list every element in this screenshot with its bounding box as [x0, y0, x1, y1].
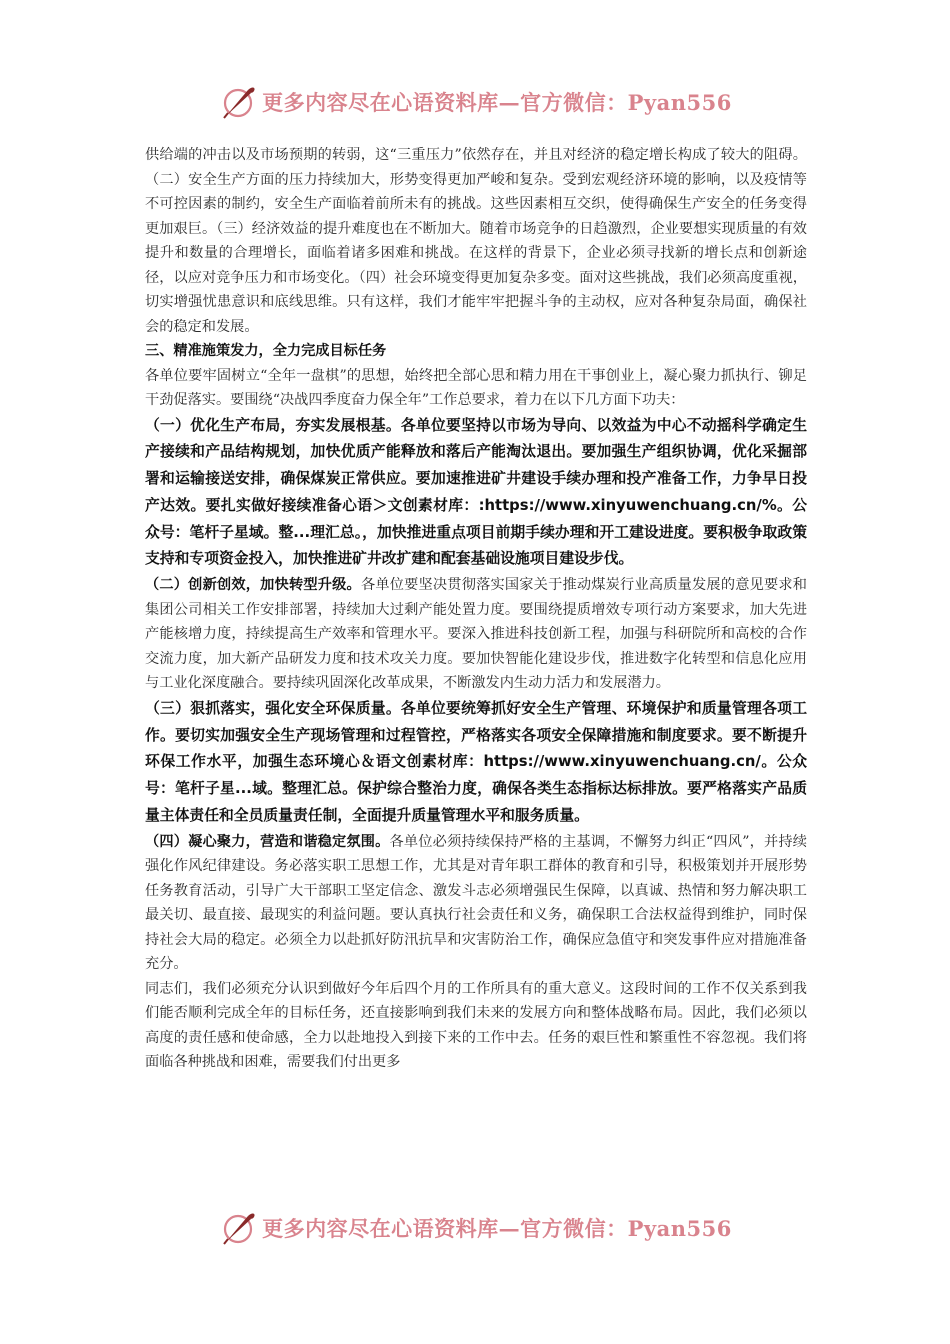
footer-banner: [0, 1208, 950, 1252]
item-3-safety: （三）狠抓落实，强化安全环保质量。各单位要统筹抓好安全生产管理、环境保护和质量管理各项工作。要切实加强安全生产现场管理和过程管控，严格落实各项安全保障措施和制度要求。要不断提升环保工作水平，加强生态环境心＆语文创素材库：https://www.xinyuwenchuang.cn/。公众号：笔杆子星...域。整理汇总。保护综合整治力度，确保各类生态指标达标排放。要严格落实产品质量主体责任和全员质量责任制，全面提升质量管理水平和服务质量。: [145, 699, 807, 824]
item-2-text: 各单位要坚决贯彻落实国家关于推动煤炭行业高质量发展的意见要求和集团公司相关工作安排部署，持续加大过剩产能处置力度。要围绕提质增效专项行动方案要求，加大先进产能核增力度，持续提高生产效率和管理水平。要深入推进科技创新工程，加强与科研院所和高校的合作交流力度，加大新产品研发力度和技术攻关力度。要加快智能化建设步伐，推进数字化转型和信息化应用与工业化深度融合。要持续巩固深化改革成果，不断激发内生动力活力和发展潜力。: [145, 577, 807, 692]
item-2-lead: （二）创新创效，加快转型升级。: [145, 577, 361, 594]
quill-pen-logo-icon: [218, 1208, 258, 1248]
item-1-production-layout: （一）优化生产布局，夯实发展根基。各单位要坚持以市场为导向、以效益为中心不动摇科学确定生产接续和产品结构规划，加快优质产能释放和落后产能淘汰退出。要加强生产组织协调，优化采掘部署和运输接送安排，确保煤炭正常供应。要加速推进矿井建设手续办理和投产准备工作，力争早日投产达效。要扎实做好接续准备心语＞文创素材库：:https://www.xinyuwenchuang.cn/%。公众号：笔杆子星域。整...理汇总。，加快推进重点项目前期手续办理和开工建设进度。要积极争取政策支持和专项资金投入，加快推进矿井改扩建和配套基础设施项目建设步伐。: [145, 416, 807, 568]
header-banner: [0, 82, 950, 126]
item-2-innovation: [145, 573, 807, 696]
paragraph-closing: 同志们，我们必须充分认识到做好今年后四个月的工作所具有的重大意义。这段时间的工作不仅关系到我们能否顺利完成全年的目标任务，还直接影响到我们未来的发展方向和整体战略布局。因此，我们必须以高度的责任感和使命感，全力以赴地投入到接下来的工作中去。任务的艰巨性和繁重性不容忽视。我们将面临各种挑战和困难，需要我们付出更多: [145, 980, 807, 1071]
item-4-text: 各单位必须持续保持严格的主基调，不懈努力纠正“四风”，并持续强化作风纪律建设。务必落实职工思想工作，尤其是对青年职工群体的教育和引导，积极策划并开展形势任务教育活动，引导广大干部职工坚定信念、激发斗志必须增强民生保障，以真诚、热情和努力解决职工最关切、最直接、最现实的利益问题。要认真执行社会责任和义务，确保职工合法权益得到维护，同时保持社会大局的稳定。必须全力以赴抓好防汛抗旱和灾害防治工作，确保应急值守和突发事件应对措施准备充分。: [145, 833, 807, 973]
item-4-cohesion: [145, 830, 807, 977]
paragraph-intro: 各单位要牢固树立“全年一盘棋”的思想，始终把全部心思和精力用在干事创业上，凝心聚力抓执行、铆足干劲促落实。要围绕“决战四季度奋力保全年”工作总要求，着力在以下几方面下功夫：: [145, 367, 807, 408]
quill-pen-logo-icon: [218, 82, 258, 122]
item-4-lead: （四）凝心聚力，营造和谐稳定氛围。: [145, 833, 390, 850]
document-body: [145, 143, 807, 1075]
banner-text: 更多内容尽在心语资料库—官方微信：Pyan556: [262, 90, 732, 115]
section-heading-3: 三、精准施策发力，全力完成目标任务: [145, 343, 387, 359]
banner-text: 更多内容尽在心语资料库—官方微信：Pyan556: [262, 1216, 732, 1241]
paragraph-pressures: 供给端的冲击以及市场预期的转弱，这“三重压力”依然存在，并且对经济的稳定增长构成了较大的阻碍。（二）安全生产方面的压力持续加大，形势变得更加严峻和复杂。受到宏观经济环境的影响，以及疫情等不可控因素的制约，安全生产面临着前所未有的挑战。这些因素相互交织，使得确保生产安全的任务变得更加艰巨。（三）经济效益的提升难度也在不断加大。随着市场竞争的日趋激烈，企业要想实现质量的有效提升和数量的合理增长，面临着诸多困难和挑战。在这样的背景下，企业必须寻找新的增长点和创新途径，以应对竞争压力和市场变化。（四）社会环境变得更加复杂多变。面对这些挑战，我们必须高度重视，切实增强忧患意识和底线思维。只有这样，我们才能牢牢把握斗争的主动权，应对各种复杂局面，确保社会的稳定和发展。: [145, 147, 807, 335]
